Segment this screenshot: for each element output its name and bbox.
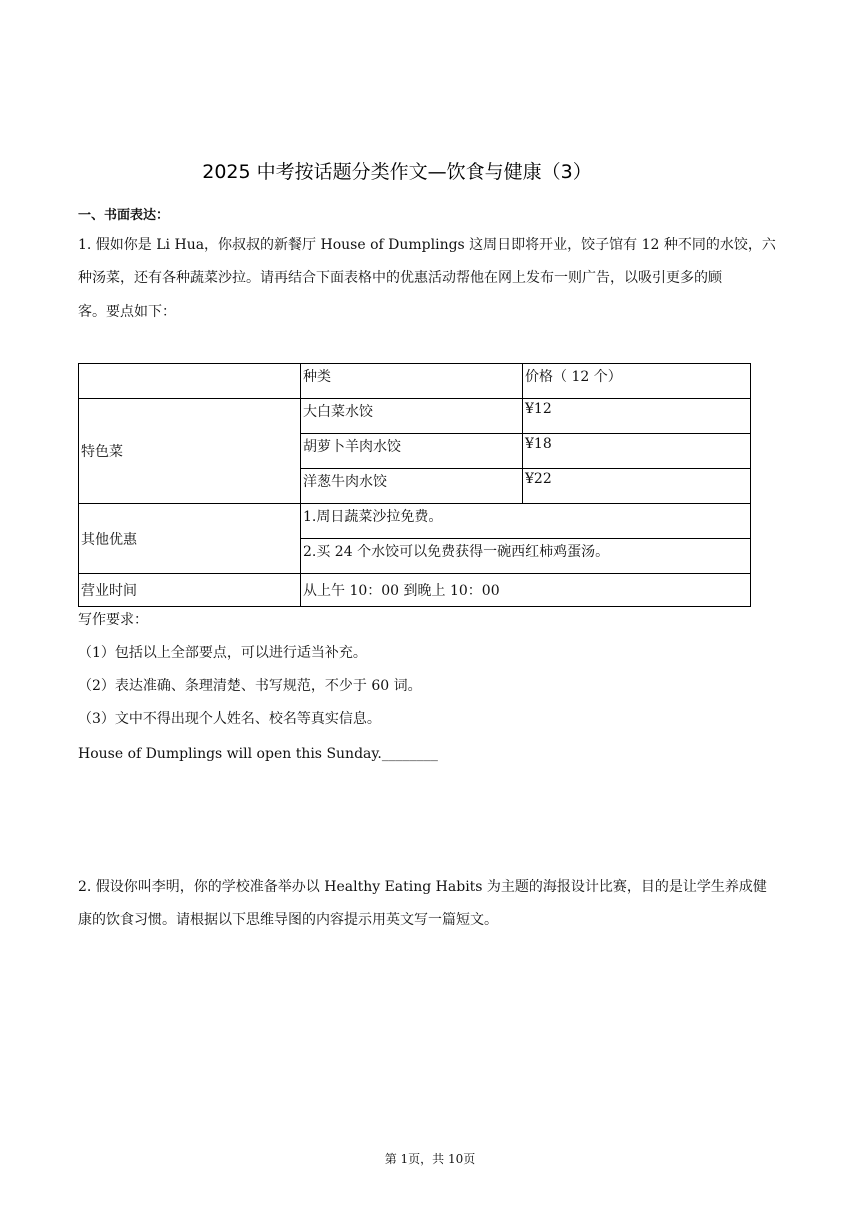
page-title: 2025 中考按话题分类作文—饮食与健康（3） bbox=[202, 161, 592, 183]
promotion-table bbox=[78, 363, 751, 607]
dish-name: 胡萝卜羊肉水饺 bbox=[301, 434, 523, 469]
requirements-heading: 写作要求： bbox=[78, 612, 148, 628]
table-row bbox=[79, 504, 751, 539]
table-header-empty bbox=[79, 364, 301, 399]
question-1-line-1: 1. 假如你是 Li Hua，你叔叔的新餐厅 House of Dumplings 这周日即将开业，饺子馆有 12 种不同的水饺，六 bbox=[78, 237, 776, 253]
question-2-line-1: 2. 假设你叫李明，你的学校准备举办以 Healthy Eating Habits 为主题的海报设计比赛，目的是让学生养成健 bbox=[78, 879, 767, 895]
dish-name: 大白菜水饺 bbox=[301, 399, 523, 434]
offer-item: 2.买 24 个水饺可以免费获得一碗西红柿鸡蛋汤。 bbox=[301, 539, 751, 574]
requirement-item: （2）表达准确、条理清楚、书写规范，不少于 60 词。 bbox=[78, 678, 422, 694]
table-header-row bbox=[79, 364, 751, 399]
table-header-type: 种类 bbox=[301, 364, 523, 399]
dish-price: ¥12 bbox=[523, 399, 751, 434]
table-header-price: 价格（ 12 个） bbox=[523, 364, 751, 399]
question-1-line-2: 种汤菜，还有各种蔬菜沙拉。请再结合下面表格中的优惠活动帮他在网上发布一则广告，以吸引更多的顾 bbox=[78, 270, 722, 286]
requirement-item: （1）包括以上全部要点，可以进行适当补充。 bbox=[78, 645, 367, 661]
question-1-line-3: 客。要点如下： bbox=[78, 304, 176, 320]
table-row bbox=[79, 399, 751, 434]
hours-value: 从上午 10：00 到晚上 10：00 bbox=[301, 574, 751, 607]
dish-price: ¥22 bbox=[523, 469, 751, 504]
offers-label: 其他优惠 bbox=[79, 504, 301, 574]
table-row bbox=[79, 574, 751, 607]
requirement-item: （3）文中不得出现个人姓名、校名等真实信息。 bbox=[78, 711, 381, 727]
opening-sentence: House of Dumplings will open this Sunday.________ bbox=[78, 746, 438, 762]
section-heading: 一、书面表达： bbox=[78, 208, 170, 223]
dish-name: 洋葱牛肉水饺 bbox=[301, 469, 523, 504]
dish-price: ¥18 bbox=[523, 434, 751, 469]
hours-label: 营业时间 bbox=[79, 574, 301, 607]
question-2-line-2: 康的饮食习惯。请根据以下思维导图的内容提示用英文写一篇短文。 bbox=[78, 912, 498, 928]
page-footer: 第 1页，共 10页 bbox=[384, 1152, 476, 1166]
specialty-label: 特色菜 bbox=[79, 399, 301, 504]
offer-item: 1.周日蔬菜沙拉免费。 bbox=[301, 504, 751, 539]
